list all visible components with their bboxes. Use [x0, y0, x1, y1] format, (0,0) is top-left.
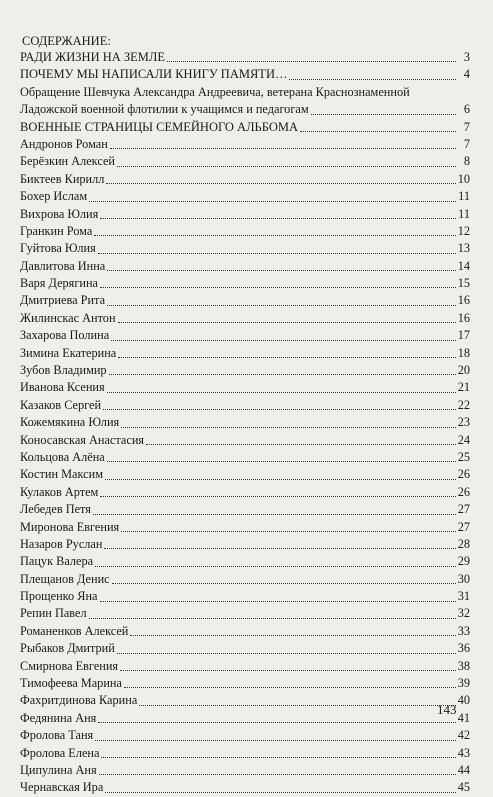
- toc-entry: [20, 136, 470, 153]
- dot-leader: [120, 670, 456, 671]
- toc-entry-title: Берёзкин Алексей: [20, 154, 115, 169]
- dot-leader: [130, 635, 455, 636]
- toc-entry: [20, 588, 470, 605]
- toc-entry-title: Гранкин Рома: [20, 223, 93, 238]
- dot-leader: [105, 792, 455, 793]
- toc-entry-title: Лебедев Петя: [20, 502, 91, 517]
- toc-entry-page: 32: [457, 606, 470, 621]
- dot-leader: [107, 305, 456, 306]
- dot-leader: [117, 653, 456, 654]
- toc-entry-title: Андронов Роман: [20, 136, 108, 151]
- dot-leader: [100, 496, 455, 497]
- toc-entry-title: ПОЧЕМУ МЫ НАПИСАЛИ КНИГУ ПАМЯТИ…: [20, 67, 288, 82]
- dot-leader: [121, 427, 456, 428]
- toc-entry: [20, 640, 470, 657]
- dot-leader: [104, 548, 455, 549]
- dot-leader: [93, 514, 456, 515]
- toc-entry-title: Коносавская Анастасия: [20, 432, 145, 447]
- toc-entry-page: 24: [457, 432, 470, 447]
- toc-entry: [20, 240, 470, 257]
- toc-entry: [20, 171, 470, 188]
- toc-entry-page: 27: [457, 519, 470, 534]
- toc-entry-page: 14: [457, 258, 470, 273]
- toc-entry-page: 30: [457, 571, 470, 586]
- toc-entry-title: Биктеев Кирилл: [20, 171, 105, 186]
- toc-entry-title: Фролова Таня: [20, 728, 94, 743]
- toc-entry-title: Пацук Валера: [20, 554, 94, 569]
- toc-entry: [20, 675, 470, 692]
- toc-entry: [20, 536, 470, 553]
- toc-entry-title: Иванова Ксения: [20, 380, 105, 395]
- toc-entry: [20, 397, 470, 414]
- toc-entry-title: Кожемякина Юлия: [20, 415, 120, 430]
- dot-leader: [118, 322, 456, 323]
- dot-leader: [109, 374, 456, 375]
- toc-entry-page: 21: [457, 380, 470, 395]
- toc-entry-page: 16: [457, 310, 470, 325]
- toc-entry: [20, 692, 470, 709]
- toc-entry: [20, 275, 470, 292]
- toc-entry: [20, 84, 470, 101]
- toc-entry-title: Смирнова Евгения: [20, 658, 119, 673]
- dot-leader: [110, 148, 456, 149]
- toc-entry-page: 27: [457, 502, 470, 517]
- toc-entry-title: Федянина Аня: [20, 710, 97, 725]
- toc-entry-title: Дмитриева Рита: [20, 293, 106, 308]
- toc-entry-title: Жилинскас Антон: [20, 310, 116, 325]
- toc-entry-page: 3: [463, 49, 470, 64]
- toc-entry-title: Зубов Владимир: [20, 363, 107, 378]
- dot-leader: [107, 461, 456, 462]
- toc-entry-title: Гуйтова Юлия: [20, 241, 96, 256]
- dot-leader: [118, 357, 455, 358]
- dot-leader: [99, 774, 456, 775]
- dot-leader: [167, 61, 456, 62]
- toc-entry-page: 6: [463, 102, 470, 117]
- toc-entry: [20, 414, 470, 431]
- toc-entry-page: 4: [463, 67, 470, 82]
- toc-entry-page: 43: [457, 745, 470, 760]
- toc-entry: [20, 745, 470, 762]
- toc-entry: [20, 762, 470, 779]
- toc-entry-title: Фролова Елена: [20, 745, 100, 760]
- toc-entry-title: Фахритдинова Карина: [20, 693, 138, 708]
- toc-entry-page: 41: [457, 710, 470, 725]
- dot-leader: [139, 705, 455, 706]
- toc-entry-title: Бохер Ислам: [20, 189, 88, 204]
- toc-entry: [20, 571, 470, 588]
- toc-entry-title: Чернавская Ира: [20, 780, 104, 795]
- toc-entry: [20, 484, 470, 501]
- toc-entry-title: ВОЕННЫЕ СТРАНИЦЫ СЕМЕЙНОГО АЛЬБОМА: [20, 119, 298, 134]
- toc-title: СОДЕРЖАНИЕ:: [22, 34, 111, 48]
- toc-entry-page: 8: [463, 154, 470, 169]
- toc-entry-title: Кольцова Алёна: [20, 449, 105, 464]
- dot-leader: [100, 601, 456, 602]
- toc-entry-page: 13: [457, 241, 470, 256]
- toc-entry: [20, 519, 470, 536]
- toc-entry-page: 10: [457, 171, 470, 186]
- toc-entry: [20, 379, 470, 396]
- toc-entry-page: 11: [458, 206, 470, 221]
- toc-entry-page: 42: [457, 728, 470, 743]
- toc-entry: [20, 727, 470, 744]
- toc-entry: [20, 466, 470, 483]
- toc-entry-page: 26: [457, 484, 470, 499]
- toc-entry-page: 16: [457, 293, 470, 308]
- toc-entry: [20, 449, 470, 466]
- dot-leader: [98, 253, 456, 254]
- toc-entry: [20, 779, 470, 796]
- toc-entry-page: 39: [457, 676, 470, 691]
- toc-entry-page: 38: [457, 658, 470, 673]
- toc-entry: [20, 345, 470, 362]
- toc-entry: [20, 49, 470, 66]
- toc-entry-page: 29: [457, 554, 470, 569]
- toc-entry-page: 26: [457, 467, 470, 482]
- toc-entry: [20, 623, 470, 640]
- toc-entry-title: Ципулина Аня: [20, 763, 97, 777]
- toc-entry-title: РАДИ ЖИЗНИ НА ЗЕМЛЕ: [20, 49, 166, 64]
- dot-leader: [95, 740, 455, 741]
- dot-leader: [89, 618, 456, 619]
- dot-leader: [103, 409, 456, 410]
- toc-entry-page: 25: [457, 449, 470, 464]
- toc-entry: [20, 658, 470, 675]
- toc-entry-page: 7: [463, 136, 470, 151]
- toc-entry-page: 20: [457, 363, 470, 378]
- toc-entry: [20, 119, 470, 136]
- page-number: 143: [437, 702, 457, 717]
- toc-entry-title: Тимофеева Марина: [20, 676, 122, 691]
- dot-leader: [121, 531, 456, 532]
- dot-leader: [105, 479, 456, 480]
- toc-entry-page: 23: [457, 415, 470, 430]
- dot-leader: [124, 687, 456, 688]
- dot-leader: [117, 166, 456, 167]
- toc-entry-title: Плещанов Денис: [20, 571, 110, 586]
- toc-entry: [20, 710, 470, 727]
- dot-leader: [146, 444, 456, 445]
- toc-entry-page: 11: [458, 189, 470, 204]
- toc-entry-title: Рыбаков Дмитрий: [20, 641, 115, 656]
- dot-leader: [100, 287, 456, 288]
- toc-entry-title: Прощенко Яна: [20, 589, 98, 604]
- dot-leader: [112, 583, 456, 584]
- toc-entry: [20, 188, 470, 205]
- toc-entry-title: Казаков Сергей: [20, 397, 102, 412]
- toc-entry: [20, 501, 470, 518]
- toc-entry: [20, 432, 470, 449]
- dot-leader: [100, 218, 456, 219]
- toc-entry-page: 18: [457, 345, 470, 360]
- toc-entry-title: Вихрова Юлия: [20, 206, 99, 221]
- toc-entry-title: Костин Максим: [20, 467, 103, 482]
- toc-entry-title: Кулаков Артем: [20, 484, 99, 499]
- toc-entry-page: 17: [457, 328, 470, 343]
- toc-entry: [20, 606, 470, 623]
- dot-leader: [107, 392, 456, 393]
- toc-entry: [20, 553, 470, 570]
- dot-leader: [95, 566, 456, 567]
- toc-entry-page: 44: [457, 763, 470, 777]
- toc-entry-page: 22: [457, 397, 470, 412]
- toc-entry-page: 31: [457, 589, 470, 604]
- dot-leader: [300, 131, 456, 132]
- toc-entry: [20, 153, 470, 170]
- table-of-contents: [20, 49, 470, 797]
- toc-entry-page: 40: [457, 693, 470, 708]
- toc-entry-title: Давлитова Инна: [20, 258, 106, 273]
- toc-entry-page: 15: [457, 276, 470, 291]
- toc-entry: [20, 206, 470, 223]
- toc-entry-title: Варя Дерягина: [20, 276, 99, 291]
- dot-leader: [289, 79, 456, 80]
- toc-entry-page: 33: [457, 623, 470, 638]
- toc-entry-page: 45: [457, 780, 470, 795]
- toc-entry: [20, 101, 470, 118]
- toc-entry-title: Обращение Шевчука Александра Андреевича, ветерана Краснознаменной: [20, 84, 410, 99]
- toc-entry: [20, 362, 470, 379]
- toc-entry: [20, 66, 470, 83]
- toc-entry-page: 7: [463, 119, 470, 134]
- dot-leader: [98, 722, 455, 723]
- dot-leader: [101, 757, 455, 758]
- toc-entry: [20, 310, 470, 327]
- toc-entry-title: Романенков Алексей: [20, 623, 129, 638]
- toc-entry-page: 36: [457, 641, 470, 656]
- toc-entry-title: Миронова Евгения: [20, 519, 120, 534]
- dot-leader: [111, 340, 456, 341]
- toc-entry-title: Назаров Руслан: [20, 536, 103, 551]
- dot-leader: [89, 201, 456, 202]
- toc-entry-title: Зимина Екатерина: [20, 345, 117, 360]
- dot-leader: [107, 270, 455, 271]
- toc-entry-title: Репин Павел: [20, 606, 87, 621]
- toc-entry: [20, 292, 470, 309]
- dot-leader: [311, 114, 456, 115]
- dot-leader: [106, 183, 455, 184]
- toc-entry-page: 12: [457, 223, 470, 238]
- toc-entry-page: 28: [457, 536, 470, 551]
- dot-leader: [94, 235, 455, 236]
- toc-entry-title: Ладожской военной флотилии к учащимся и педагогам: [20, 102, 309, 117]
- toc-entry: [20, 223, 470, 240]
- toc-entry: [20, 327, 470, 344]
- toc-entry: [20, 258, 470, 275]
- toc-entry-title: Захарова Полина: [20, 328, 110, 343]
